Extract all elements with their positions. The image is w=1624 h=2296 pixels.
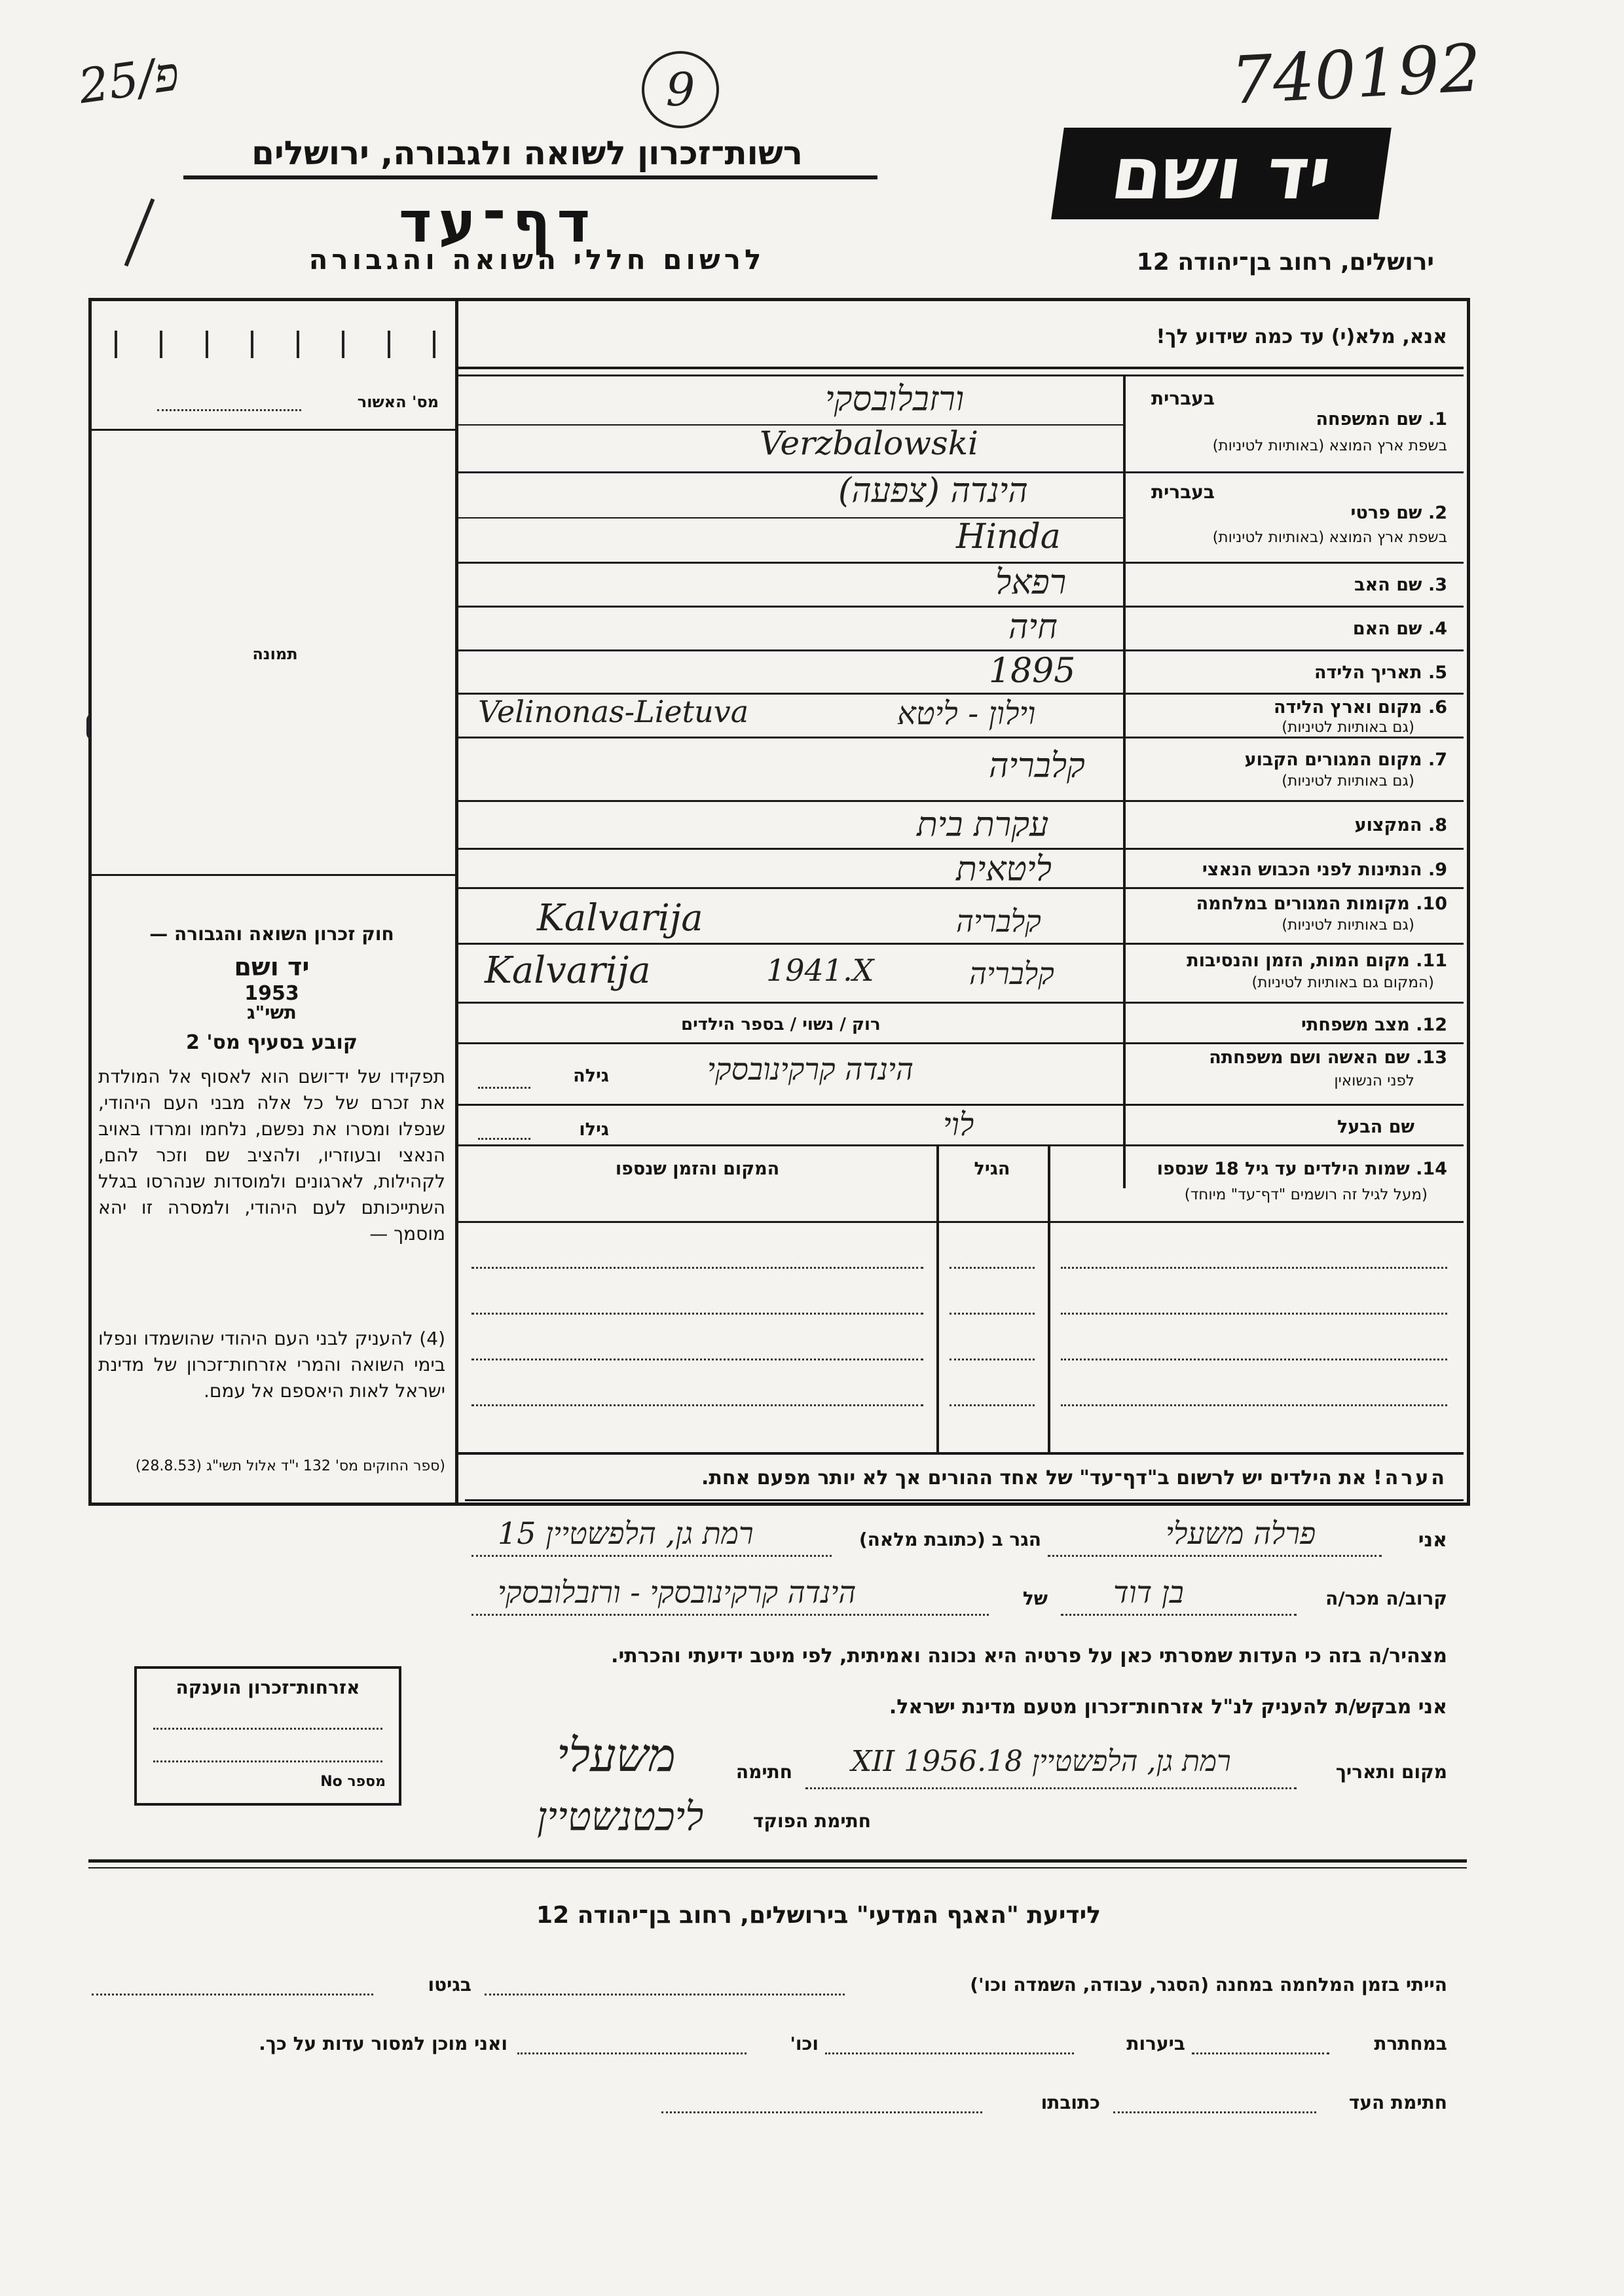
law-clause: קובע בסעיף מס' 2	[186, 1031, 358, 1054]
field-2-lang-he: בעברית	[1151, 481, 1215, 503]
footer-line1-end: בגיטו	[428, 1974, 471, 1995]
photo-box-bottom	[92, 874, 455, 876]
field-5-number: 5.	[1428, 663, 1447, 683]
decl-address-value[interactable]: רמת גן, הלפשטיין 15	[498, 1516, 754, 1551]
field-2-value-he[interactable]: הינדה (צפעה)	[838, 471, 1028, 511]
field-5-name: תאריך הלידה	[1314, 663, 1422, 683]
field-10-label	[1139, 894, 1447, 914]
field-3-label	[1139, 575, 1447, 595]
cert-number-label	[150, 1774, 386, 1790]
decl-place-date-label: מקום ותאריך	[1335, 1761, 1447, 1783]
page-correction-slash	[124, 198, 155, 266]
field-12-options[interactable]: רוק / נשוי / בספר הילדים	[681, 1015, 881, 1034]
field-2-value-latin[interactable]: Hinda	[956, 517, 1061, 556]
law-title: חוק זכרון השואה והגבורה —	[149, 923, 394, 945]
husband-label: שם הבעל	[1337, 1117, 1414, 1137]
children-sub: (מעל לגיל זה רושמים "דף־עד" מיוחד)	[1184, 1186, 1428, 1203]
row-line	[458, 1042, 1464, 1044]
field-10-value-latin[interactable]: Kalvarija	[537, 897, 703, 939]
organization-line: רשות־זכרון לשואה ולגבורה, ירושלים	[251, 134, 803, 172]
law-year-he: תשי"ג	[247, 1002, 297, 1023]
field-13-age-label: גילה	[573, 1066, 609, 1086]
children-row-line[interactable]	[1061, 1267, 1447, 1269]
footer-line2-blank[interactable]	[825, 2052, 1074, 2054]
husband-age-line[interactable]	[478, 1138, 530, 1140]
field-5-label	[1139, 663, 1447, 683]
field-3-value[interactable]: רפאל	[995, 563, 1067, 602]
children-row-line[interactable]	[471, 1313, 923, 1315]
field-1-lang-latin: בשפת ארץ המוצא (באותיות לטיניות)	[1212, 437, 1447, 454]
field-13-number: 13.	[1416, 1048, 1447, 1068]
label-column-divider	[1123, 376, 1126, 1188]
field-8-label	[1139, 815, 1447, 835]
footer-address-line[interactable]	[661, 2111, 982, 2113]
children-row-line[interactable]	[950, 1313, 1035, 1315]
children-row-line[interactable]	[471, 1358, 923, 1360]
field-4-label	[1139, 619, 1447, 639]
decl-address-line[interactable]	[471, 1555, 832, 1557]
row-line	[458, 649, 1464, 651]
decl-ani: אני	[1418, 1529, 1447, 1552]
footer-line1-blank[interactable]	[485, 1994, 845, 1995]
approval-number-line[interactable]	[157, 409, 301, 411]
note-label: הערה!	[1373, 1467, 1447, 1489]
field-11-value-latin[interactable]: Kalvarija	[485, 949, 651, 992]
decl-relation-line[interactable]	[1061, 1614, 1297, 1616]
field-6-value[interactable]: וילון - ליטא	[897, 695, 1036, 732]
field-7-value[interactable]: קלבריה	[989, 746, 1085, 786]
decl-official-signature[interactable]: ליכטנשטיין	[537, 1794, 704, 1840]
photo-box-top	[92, 429, 455, 431]
decl-signature-label: חתימה	[735, 1761, 792, 1783]
decl-relation-value[interactable]: בן דוד	[1113, 1575, 1184, 1610]
sidebar-divider	[455, 298, 458, 1503]
margin-mark	[86, 714, 99, 740]
field-1-value-he[interactable]: ורזבלובסקי	[825, 380, 965, 419]
field-3-name: שם האב	[1354, 575, 1422, 595]
footer-line2-blank[interactable]	[1192, 2052, 1329, 2054]
decl-place-date-value[interactable]: רמת גן, הלפשטיין 18.XII 1956	[851, 1745, 1231, 1778]
footer-line3-end: כתובתו	[1041, 2092, 1100, 2113]
field-9-name: הנתינות לפני הכבוש הנאצי	[1202, 860, 1422, 880]
field-9-number: 9.	[1428, 860, 1447, 880]
field-2-name: שם פרטי	[1350, 503, 1422, 523]
row-line	[458, 737, 1464, 738]
field-8-name: המקצוע	[1354, 815, 1422, 835]
field-2-number: 2.	[1428, 503, 1447, 523]
field-13-label	[1139, 1048, 1447, 1068]
field-6-sub: (גם באותיות לטיניות)	[1282, 719, 1414, 736]
yad-vashem-logo: יד ושם	[1051, 128, 1392, 219]
decl-relation-label: קרוב/ה מכר/ה	[1325, 1588, 1447, 1609]
row-line	[458, 800, 1464, 802]
declaration-top-rule	[465, 1499, 1464, 1501]
footer-line1-text: הייתי בזמן המלחמה במחנה (הסגר, עבודה, השמדה וכו')	[970, 1974, 1447, 1995]
children-row-line[interactable]	[950, 1358, 1035, 1360]
decl-of-line[interactable]	[471, 1614, 989, 1616]
top-left-annotation: 25/פ	[75, 45, 183, 115]
field-1-lang-he: בעברית	[1151, 388, 1215, 409]
field-5-value[interactable]: 1895	[989, 651, 1076, 691]
row-line	[458, 1104, 1464, 1106]
field-10-number: 10.	[1416, 894, 1447, 914]
field-1-name: שם המשפחה	[1316, 409, 1422, 429]
field-6-number: 6.	[1428, 697, 1447, 718]
decl-name-value[interactable]: פרלה משעלי	[1166, 1516, 1316, 1551]
field-11-label	[1139, 951, 1447, 971]
children-label	[1061, 1159, 1447, 1179]
cert-number: מספר	[347, 1774, 386, 1790]
children-title: שמות הילדים עד גיל 18 שנספו	[1156, 1159, 1410, 1179]
field-13-value[interactable]: הינדה קרקינובסקי	[707, 1051, 913, 1087]
header-underline	[183, 175, 877, 179]
field-6-label	[1139, 697, 1447, 718]
field-7-name: מקום המגורים הקבוע	[1244, 750, 1422, 770]
law-name: יד ושם	[234, 953, 310, 981]
decl-place-date-line[interactable]	[805, 1787, 1297, 1789]
law-text: תפקידו של יד־ושם הוא לאסוף אל המולדת את זכרם של כל אלה מבני העם היהודי, שנפלו ומסרו את נפשם, נלחמו ומרדו באויב הנאצי ובעוזריו, ולהציב שם וזכר להם, לקהילות, לארגונים ולמוסדות שנהרסו בגלל השתייכותם לעם היהודי, ולמסרה זו יהא מוסמך —	[98, 1066, 445, 1245]
children-header-bottom	[458, 1221, 1464, 1223]
law-year: 1953	[244, 982, 299, 1005]
footer-rule-thin	[88, 1867, 1467, 1868]
field-12-number: 12.	[1416, 1015, 1447, 1035]
field-9-value[interactable]: ליטאית	[956, 850, 1052, 889]
field-13-sub: לפני הנשואין	[1334, 1072, 1414, 1089]
footer-line3-start: חתימת העד	[1348, 2092, 1447, 2113]
address-line: ירושלים, רחוב בן־יהודה 12	[1136, 249, 1434, 276]
field-11-number: 11.	[1416, 951, 1447, 971]
footer-line2-mid1: ביערות	[1126, 2033, 1185, 2054]
children-col-age: הגיל	[974, 1159, 1010, 1179]
field-10-sub: (גם באותיות לטיניות)	[1282, 917, 1414, 934]
field-4-number: 4.	[1428, 619, 1447, 639]
children-table-bottom	[458, 1452, 1464, 1455]
children-row-line[interactable]	[1061, 1404, 1447, 1406]
field-4-value[interactable]: חיה	[1008, 608, 1058, 647]
children-col-place: המקום והזמן שנספו	[615, 1159, 780, 1179]
decl-name-line[interactable]	[1048, 1555, 1382, 1557]
field-13-age-line[interactable]	[478, 1087, 530, 1089]
decl-resident-label: הגר ב (כתובת מלאה)	[858, 1529, 1041, 1550]
field-8-value[interactable]: עקרת בית	[917, 805, 1049, 845]
field-10-name: מקומות המגורים במלחמה	[1196, 894, 1410, 914]
field-1-value-latin[interactable]: Verzbalowski	[760, 424, 979, 462]
footer-line2-mid2: וכו'	[790, 2033, 819, 2054]
approval-code-boxes[interactable]	[115, 331, 435, 358]
approval-label: מס' האשור	[357, 393, 439, 411]
husband-value[interactable]: לוי	[943, 1106, 974, 1143]
field-1-label	[1231, 409, 1447, 429]
field-11-sub: (המקום גם באותיות לטיניות)	[1251, 974, 1434, 991]
note	[471, 1467, 1447, 1489]
children-row-line[interactable]	[950, 1404, 1035, 1406]
footer-top-rule	[88, 1859, 1467, 1863]
cert-line[interactable]	[153, 1760, 382, 1762]
children-row-line[interactable]	[1061, 1358, 1447, 1360]
row-line	[458, 1002, 1464, 1004]
row-line	[458, 562, 1464, 564]
page-subtitle: לרשום חללי השואה והגבורה	[308, 244, 766, 276]
field-2-lang-latin: בשפת ארץ המוצא (באותיות לטיניות)	[1212, 529, 1447, 546]
field-12-name: מצב משפחתי	[1301, 1015, 1410, 1035]
decl-signature[interactable]: משעלי	[557, 1728, 676, 1782]
field-11-name: מקום המות, הזמן והנסיבות	[1187, 951, 1410, 971]
form-instruction: אנא, מלא(י) עד כמה שידוע לך!	[1156, 325, 1447, 348]
children-col-divider	[1048, 1146, 1050, 1453]
field-6-name: מקום וארץ הלידה	[1273, 697, 1422, 718]
circled-number: 9	[642, 51, 719, 128]
memorial-citizenship-box	[134, 1666, 401, 1806]
row-line	[458, 943, 1464, 945]
field-13-name: שם האשה ושם משפחתה	[1209, 1048, 1410, 1068]
instruction-divider	[458, 367, 1464, 369]
decl-request: אני מבקש/ת להעניק לנ"ל אזרחות־זכרון מטעם מדינת ישראל.	[889, 1696, 1447, 1719]
footer-line2-blank[interactable]	[517, 2052, 747, 2054]
field-11-value[interactable]: קלבריה	[969, 956, 1054, 991]
field-9-label	[1139, 860, 1447, 880]
decl-of-label: של	[1022, 1588, 1048, 1609]
field-10-value[interactable]: קלבריה	[956, 903, 1041, 939]
husband-age-label: גילו	[579, 1120, 609, 1140]
decl-official-label: חתימת הפוקד	[752, 1810, 871, 1832]
decl-statement: מצהיר/ה בזה כי העדות שמסרתי כאן על פרטיה היא נכונה ואמיתית, לפי מיטב ידיעתי והכרתי.	[611, 1645, 1447, 1667]
cert-title: אזרחות־זכרון הוענקה	[175, 1677, 360, 1698]
children-row-line[interactable]	[471, 1267, 923, 1269]
decl-of-value[interactable]: הינדה קרקינובסקי - ורזבלובסקי	[498, 1575, 857, 1610]
law-citation: (ספר החוקים מס' 132 י"ד אלול תשי"ג (28.8.53)	[135, 1458, 445, 1474]
children-row-line[interactable]	[471, 1404, 923, 1406]
cert-line[interactable]	[153, 1728, 382, 1730]
children-row-line[interactable]	[950, 1267, 1035, 1269]
footer-line2-start: במחתרת	[1374, 2033, 1447, 2054]
row-line	[458, 606, 1464, 608]
footer-line2-end: ואני מוכן למסור עדות על כך.	[259, 2033, 507, 2054]
field-3-number: 3.	[1428, 575, 1447, 595]
field-6-value-latin[interactable]: Velinonas-Lietuva	[478, 694, 749, 729]
footer-line1-ghetto-blank[interactable]	[92, 1994, 373, 1995]
cert-no-mark: No	[320, 1774, 342, 1790]
row-line	[458, 1144, 1464, 1146]
row-line	[458, 374, 1464, 376]
field-1-number: 1.	[1428, 409, 1447, 429]
field-7-number: 7.	[1428, 750, 1447, 770]
field-7-label	[1139, 750, 1447, 770]
law-clause-4: (4) להעניק לבני העם היהודי שהושמדו ונפלו בימי השואה והמרי אזרחות־זכרון של מדינת ישראל לאות היאספם אל עמם.	[98, 1328, 445, 1402]
footer-witness-signature-line[interactable]	[1113, 2111, 1316, 2113]
children-row-line[interactable]	[1061, 1313, 1447, 1315]
note-text: את הילדים יש לרשום ב"דף־עד" של אחד ההורים אך לא יותר מפעם אחת.	[701, 1467, 1367, 1489]
children-col-divider	[936, 1146, 939, 1453]
field-8-number: 8.	[1428, 815, 1447, 835]
footer-heading: לידיעת "האגף המדעי" בירושלים, רחוב בן־יהודה 12	[536, 1902, 1101, 1929]
field-11-value-date[interactable]: 1941.X	[766, 953, 874, 988]
page-title: דף־עד	[398, 190, 597, 255]
field-12-label	[1139, 1015, 1447, 1035]
field-2-label	[1231, 503, 1447, 523]
field-7-sub: (גם באותיות לטיניות)	[1282, 773, 1414, 790]
children-number: 14.	[1416, 1159, 1447, 1179]
archive-number: 740192	[1229, 29, 1483, 119]
photo-label: תמונה	[252, 645, 298, 663]
field-4-name: שם האם	[1352, 619, 1422, 639]
